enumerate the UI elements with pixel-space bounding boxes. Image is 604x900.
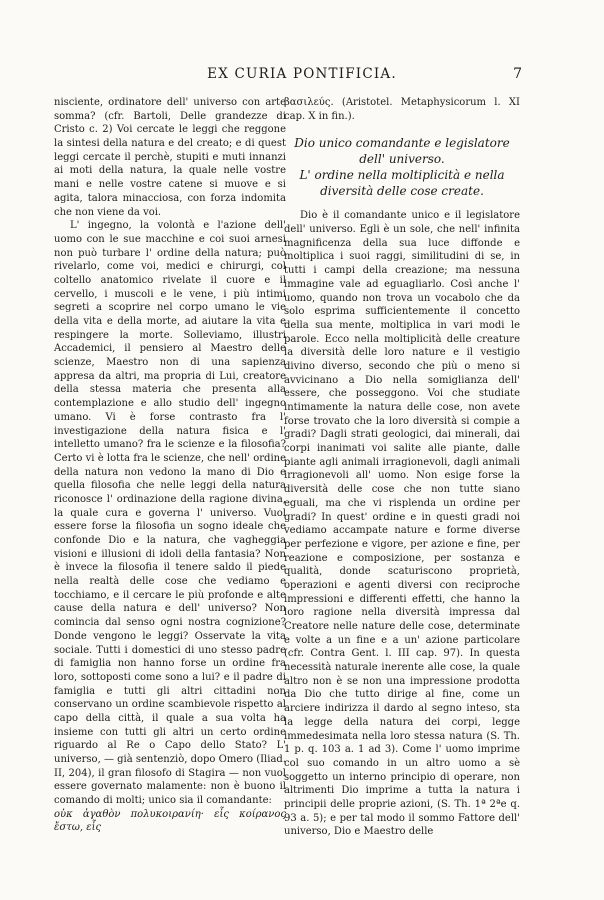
right-continuation: βασιλεύς. (Aristotel. Metaphysicorum l. XI cap. X in fin.). <box>284 97 520 122</box>
right-column <box>284 96 520 839</box>
greek-quotation: οὐκ ἀγαθὸν πολυκοιρανίη· εἷς κοίρανος ἔστω, εἷς <box>54 808 286 834</box>
left-column <box>54 96 286 835</box>
page-header <box>0 66 604 86</box>
left-paragraph-2: L' ingegno, la volontà e l'azione dell' uomo con le sue macchine e coi suoi arnesi non può turbare l' ordine della natura; può rivelarlo, come voi, medici e chirurgi, col coltello anatomico rivelate il cuore e il cervello, i muscoli e le vene, i più intimi segreti a scoprire nel corpo umano le vie della vita e della morte, ad aiutare la vita e respingere la morte. Solleviamo, illustri Accademici, il pensiero al Maestro delle scienze, Maestro non di una sapienza appresa da altri, ma propria di Lui, creatore della stessa materia che presenta alla contemplazione e allo studio dell' ingegno umano. Vi è forse contrasto fra l' investigazione della natura fisica e l' intelletto umano? fra le scienze e la filosofia? Certo vi è lotta fra le scienze, che nell' ordine della natura non vedono la mano di Dio e quella filosofia che nelle leggi della natura riconosce l' ordinazione della ragione divina, la quale cura e governa l' universo. Vuol essere forse la filosofia un sogno ideale che confonde Dio e la natura, che vagheggia visioni e illusioni di idoli della fantasia? Non è invece la filosofia il tenere saldo il piede nella realtà delle cose che vediamo e tocchiamo, e il cercare le più profonde e alte cause della natura e dell' universo? Non comincia dal senso ogni nostra cognizione? Donde vengono le leggi? Osservate la vita sociale. Tutti i domestici di uno stesso padre di famiglia non hanno forse un ordine fra loro, sottoposti come sono a lui? e il padre di famiglia e tutti gli altri cittadini non conservano un ordine scambievole rispetto al capo della città, il quale a sua volta ha insieme con tutti gli altri un certo ordine riguardo al Re o Capo dello Stato? L' universo, — già sentenziò, dopo Omero (Iliad. II, 204), il gran filosofo di Stagira — non vuol essere governato malamente: non è buono il comando di molti; unico sia il comandante: <box>54 220 286 807</box>
section-heading <box>284 135 520 199</box>
left-paragraph-1: nisciente, ordinatore dell' universo con arte somma? (cfr. Bartoli, Delle grandezze di Cristo c. 2) Voi cercate le leggi che reggone la sintesi della natura e del creato; e di quest leggi cercate il perchè, stupiti e muti innanzi ai moti della natura, la quale nelle vostre mani e nelle vostre catene si muove e si agita, talora minacciosa, con forza indomita che non viene da voi. <box>54 97 286 218</box>
section-heading-line-2: L' ordine nella moltiplicità e nella diversità delle cose create. <box>299 168 505 199</box>
section-heading-line-1: Dio unico comandante e legislatore dell' universo. <box>294 136 510 167</box>
page-number: 7 <box>513 66 522 82</box>
running-title: EX CURIA PONTIFICIA. <box>207 66 397 82</box>
right-paragraph: Dio è il comandante unico e il legislatore dell' universo. Egli è un sole, che nell' infinita magnificenza della sua luce diffonde e moltiplica i suoi raggi, similitudini di se, in tutti i campi della creazione; ma nessuna immagine vale ad eguagliarlo. Così anche l' uomo, quando non trova un vocabolo che da solo esprima sufficientemente il concetto della sua mente, moltiplica in vari modi le parole. Ecco nella moltiplicità delle creature la diversità delle loro nature e il vestigio divino diverso, secondo che più o meno si avvicinano a Dio nella somiglianza dell' essere, che posseggono. Voi che studiate intimamente la natura delle cose, non avete forse trovato che la loro diversità si compie a gradi? Dagli strati geologici, dai minerali, dai corpi inanimati voi salite alle piante, dalle piante agli animali irragionevoli, dagli animali irragionevoli all' uomo. Non esige forse la diversità delle cose che non tutte siano eguali, ma che vi risplenda un ordine per gradi? In quest' ordine e in questi gradi noi vediamo accampate nature e forme diverse per perfezione e vigore, per azione e fine, per reazione e composizione, per sostanza e qualità, donde scaturiscono proprietà, operazioni e agenti diversi con reciproche impressioni e differenti effetti, che hanno la loro ragione nella diversità impressa dal Creatore nelle nature delle cose, determinate e volte a un fine e a un' azione particolare (cfr. Contra Gent. l. III cap. 97). In questa necessità naturale inerente alle cose, la quale altro non è se non una impressione prodotta da Dio che tutto dirige al fine, come un arciere indirizza il dardo al segno inteso, sta la legge della natura dei corpi, legge immedesimata nella loro stessa natura (S. Th. 1 p. q. 103 a. 1 ad 3). Come l' uomo imprime col suo comando in un altro uomo a sè soggetto un interno principio di operare, non altrimenti Dio imprime a tutta la natura i principii delle proprie azioni, (S. Th. 1ª 2ªe q. 93 a. 5); e per tal modo il sommo Fattore dell' universo, Dio e Maestro delle <box>284 210 520 838</box>
